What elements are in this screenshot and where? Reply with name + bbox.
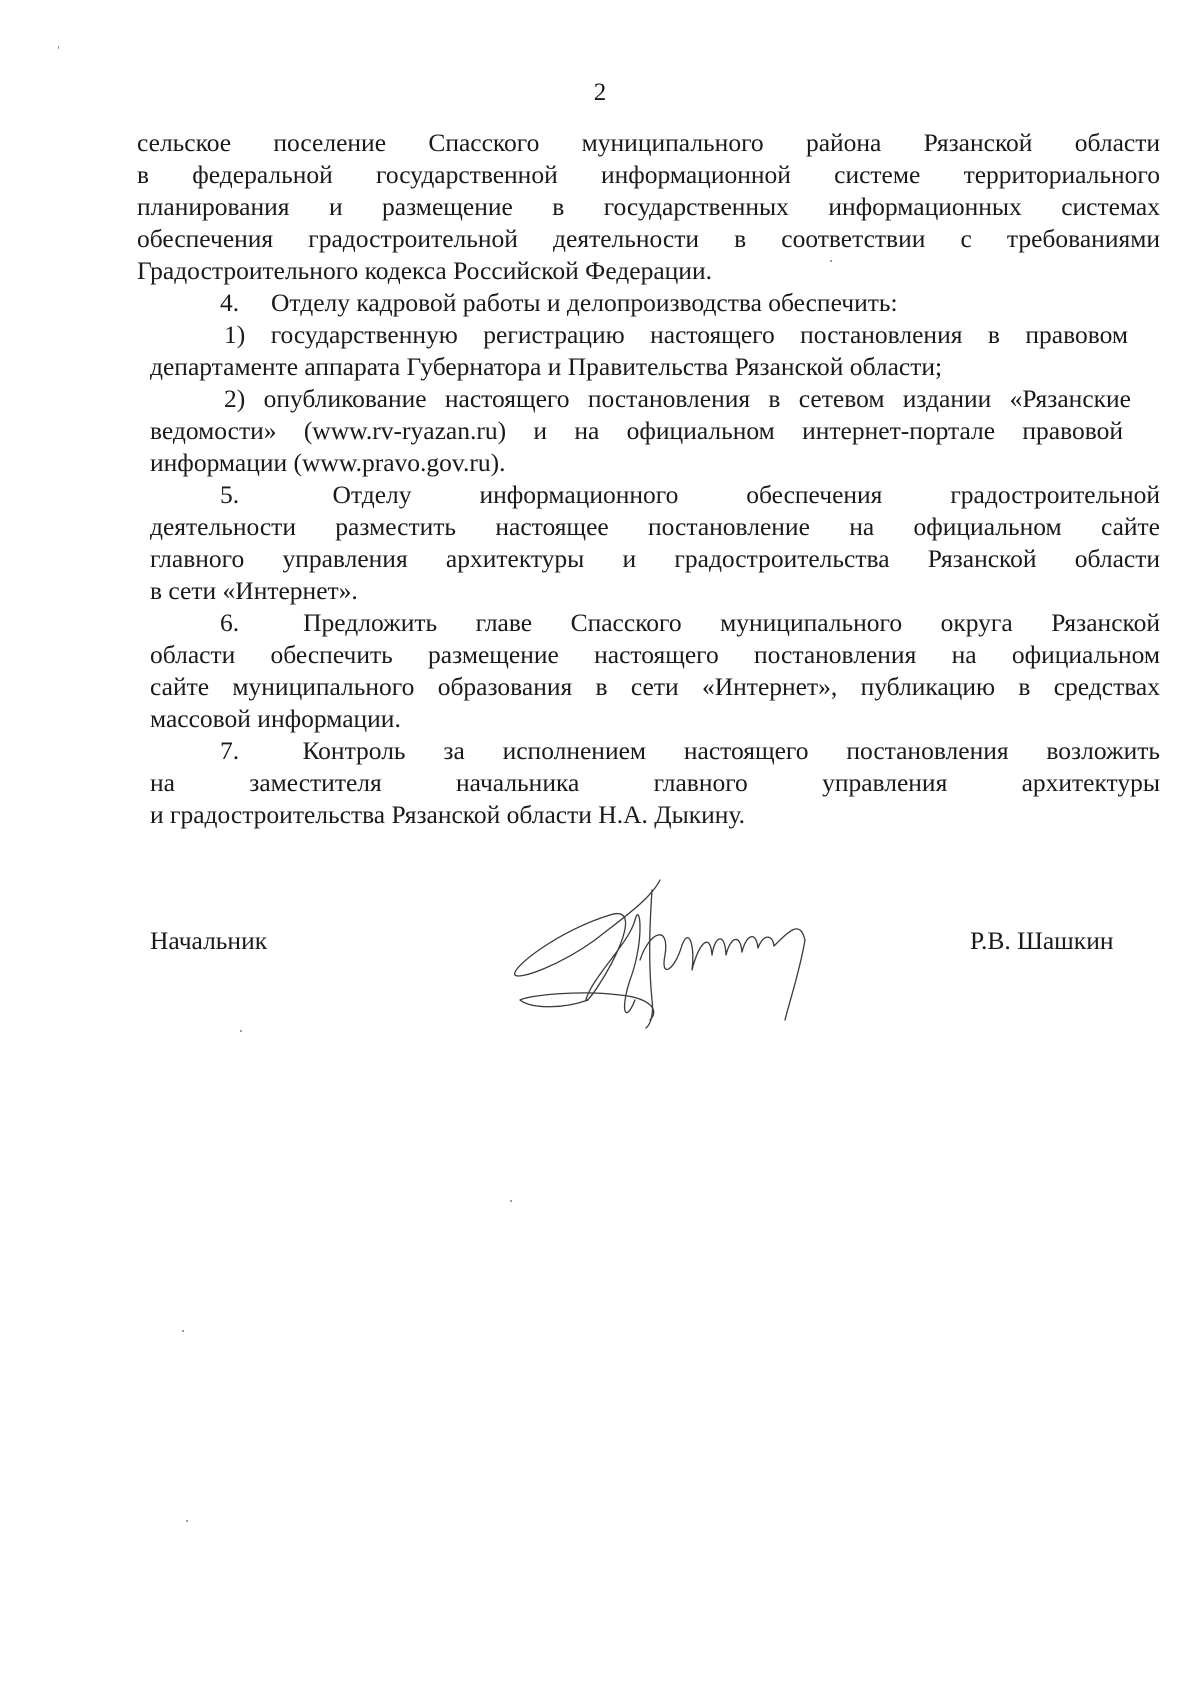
page-number: 2 — [593, 79, 607, 106]
scan-speck — [58, 46, 59, 49]
signer-position: Начальник — [150, 926, 268, 955]
text-line: сайте муниципального образования в сети «Интернет», публикацию в средствах — [150, 672, 1160, 701]
item-7-heading: 7. Контроль за исполнением настоящего постановления возложить — [220, 736, 1160, 765]
text-line: главного управления архитектуры и градостроительства Рязанской области — [150, 544, 1160, 573]
handwritten-signature — [500, 860, 860, 1030]
text-line: обеспечения градостроительной деятельности в соответствии с требованиями — [137, 224, 1160, 253]
text-line: на заместителя начальника главного управления архитектуры — [150, 768, 1160, 797]
text-line: в федеральной государственной информационной системе территориального — [137, 160, 1160, 189]
text-line: массовой информации. — [150, 704, 401, 733]
scan-speck — [186, 1520, 188, 1522]
scan-speck — [510, 1200, 512, 1202]
text-line: области обеспечить размещение настоящего постановления на официальном — [150, 640, 1160, 669]
signer-name: Р.В. Шашкин — [970, 926, 1114, 955]
text-line: Градостроительного кодекса Российской Федерации. — [137, 256, 712, 285]
text-line: 1) государственную регистрацию настоящего постановления в правовом — [224, 320, 1128, 349]
text-line: деятельности разместить настоящее постановление на официальном сайте — [150, 512, 1160, 541]
item-6-heading: 6. Предложить главе Спасского муниципального округа Рязанской — [220, 608, 1160, 637]
text-line: департаменте аппарата Губернатора и Правительства Рязанской области; — [150, 352, 943, 381]
text-line: сельское поселение Спасского муниципального района Рязанской области — [137, 128, 1160, 157]
scan-speck — [240, 1030, 242, 1032]
item-4-heading: 4. Отделу кадровой работы и делопроизводства обеспечить: — [220, 288, 898, 317]
text-line: планирования и размещение в государственных информационных системах — [137, 192, 1160, 221]
text-line: и градостроительства Рязанской области Н.А. Дыкину. — [150, 800, 746, 829]
scan-speck — [182, 1330, 184, 1332]
text-line: в сети «Интернет». — [150, 576, 358, 605]
text-line: информации (www.pravo.gov.ru). — [150, 448, 506, 477]
item-5-heading: 5. Отделу информационного обеспечения градостроительной — [220, 480, 1160, 509]
text-line: ведомости» (www.rv-ryazan.ru) и на официальном интернет-портале правовой — [150, 416, 1123, 445]
text-line: 2) опубликование настоящего постановления в сетевом издании «Рязанские — [224, 384, 1131, 413]
scan-speck — [830, 260, 832, 262]
